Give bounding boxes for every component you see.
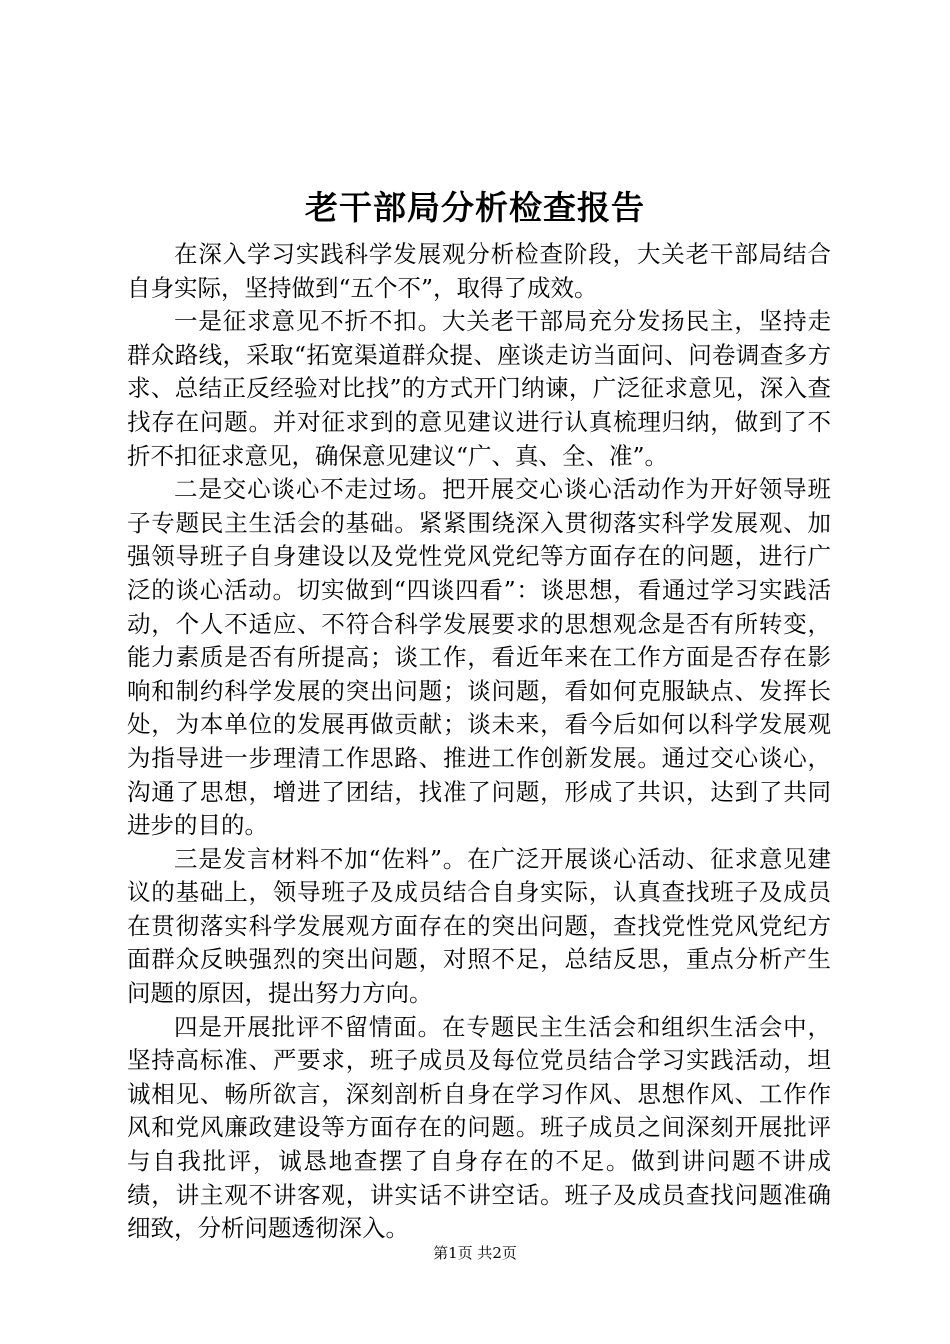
- document-title: 老干部局分析检查报告: [305, 188, 645, 227]
- paragraph-point-1: 一是征求意见不折不扣。大关老干部局充分发扬民主，坚持走群众路线，采取“拓宽渠道群众提、座谈走访当面问、问卷调查多方求、总结正反经验对比找”的方式开门纳谏，广泛征求意见，深入查找存在问题。并对征求到的意见建议进行认真梳理归纳，做到了不折不扣征求意见，确保意见建议“广、真、全、准”。: [127, 307, 831, 470]
- paragraph-point-2: 二是交心谈心不走过场。把开展交心谈心活动作为开好领导班子专题民主生活会的基础。紧紧围绕深入贯彻落实科学发展观、加强领导班子自身建设以及党性党风党纪等方面存在的问题，进行广泛的谈心活动。切实做到“四谈四看”：谈思想，看通过学习实践活动，个人不适应、不符合科学发展要求的思想观念是否有所转变，能力素质是否有所提高；谈工作，看近年来在工作方面是否存在影响和制约科学发展的突出问题；谈问题，看如何克服缺点、发挥长处，为本单位的发展再做贡献；谈未来，看今后如何以科学发展观为指导进一步理清工作思路、推进工作创新发展。通过交心谈心，沟通了思想，增进了团结，找准了问题，形成了共识，达到了共同进步的目的。: [127, 475, 831, 840]
- paragraph-point-3: 三是发言材料不加“佐料”。在广泛开展谈心活动、征求意见建议的基础上，领导班子及成员结合自身实际，认真查找班子及成员在贯彻落实科学发展观方面存在的突出问题，查找党性党风党纪方面群众反映强烈的突出问题，对照不足，总结反思，重点分析产生问题的原因，提出努力方向。: [127, 844, 831, 1008]
- page-number-footer: 第1页 共2页: [433, 1244, 517, 1262]
- paragraph-intro: 在深入学习实践科学发展观分析检查阶段，大关老干部局结合自身实际，坚持做到“五个不”，取得了成效。: [127, 240, 831, 302]
- document-body: [127, 238, 831, 1246]
- paragraph-point-4: 四是开展批评不留情面。在专题民主生活会和组织生活会中，坚持高标准、严要求，班子成员及每位党员结合学习实践活动，坦诚相见、畅所欲言，深刻剖析自身在学习作风、思想作风、工作作风和党风廉政建设等方面存在的问题。班子成员之间深刻开展批评与自我批评，诚恳地查摆了自身存在的不足。做到讲问题不讲成绩，讲主观不讲客观，讲实话不讲空话。班子及成员查找问题准确细致，分析问题透彻深入。: [127, 1012, 831, 1243]
